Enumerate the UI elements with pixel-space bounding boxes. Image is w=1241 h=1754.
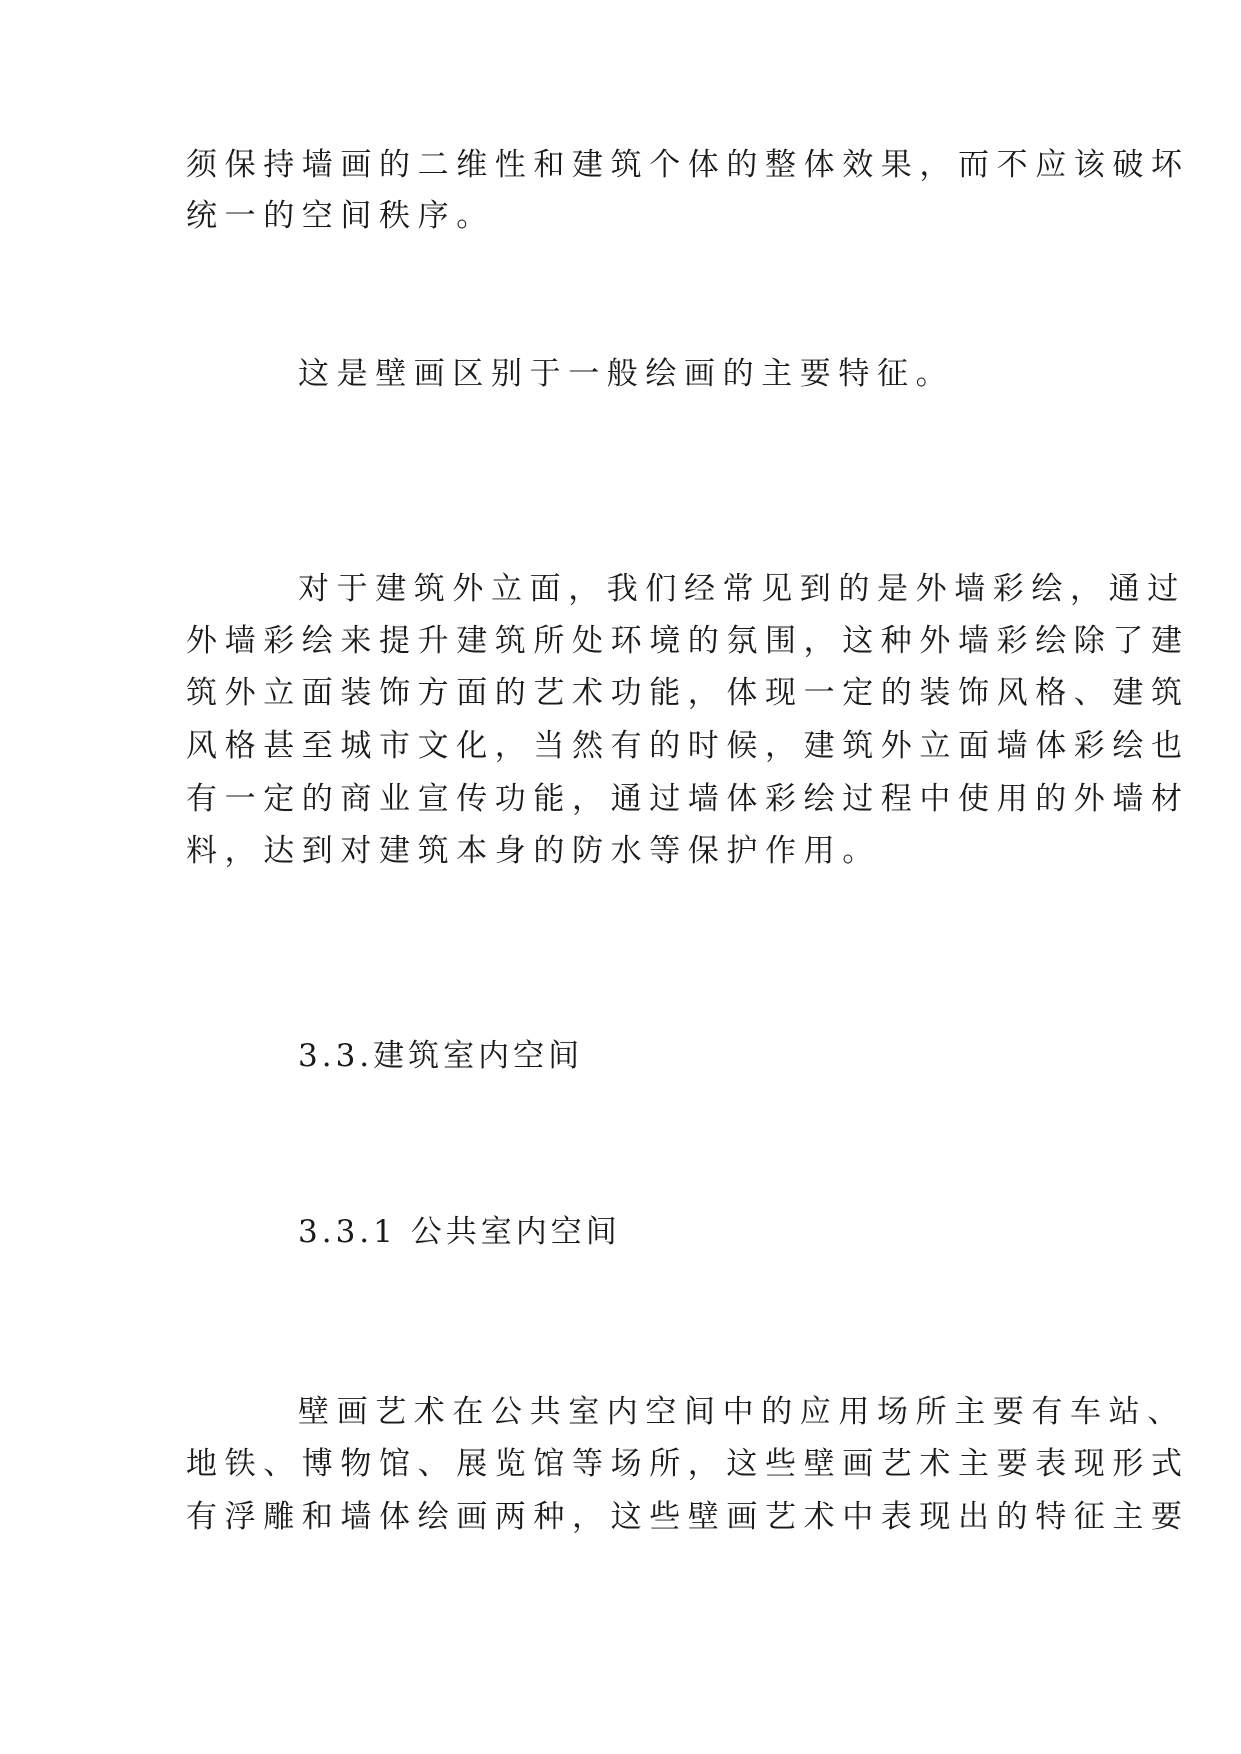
paragraph-3-line-2: 外墙彩绘来提升建筑所处环境的氛围，这种外墙彩绘除了建 [186,623,1190,659]
paragraph-1-line-2: 统一的空间秩序。 [186,198,495,234]
paragraph-3-line-3: 筑外立面装饰方面的艺术功能，体现一定的装饰风格、建筑 [186,675,1190,711]
paragraph-6-line-1: 壁画艺术在公共室内空间中的应用场所主要有车站、 [298,1394,1186,1430]
section-heading-3-3: 3.3.建筑室内空间 [298,1038,584,1074]
paragraph-1-line-1: 须保持墙画的二维性和建筑个体的整体效果，而不应该破坏 [186,147,1190,183]
paragraph-6-line-2: 地铁、博物馆、展览馆等场所，这些壁画艺术主要表现形式 [186,1446,1190,1482]
paragraph-2-line-1: 这是壁画区别于一般绘画的主要特征。 [298,356,955,392]
paragraph-3-line-5: 有一定的商业宣传功能，通过墙体彩绘过程中使用的外墙材 [186,781,1190,817]
paragraph-3-line-6: 料，达到对建筑本身的防水等保护作用。 [186,833,881,869]
subsection-heading-3-3-1: 3.3.1 公共室内空间 [298,1214,621,1250]
paragraph-3-line-1: 对于建筑外立面，我们经常见到的是外墙彩绘，通过 [298,571,1186,607]
paragraph-3-line-4: 风格甚至城市文化，当然有的时候，建筑外立面墙体彩绘也 [186,728,1190,764]
paragraph-6-line-3: 有浮雕和墙体绘画两种，这些壁画艺术中表现出的特征主要 [186,1499,1190,1535]
